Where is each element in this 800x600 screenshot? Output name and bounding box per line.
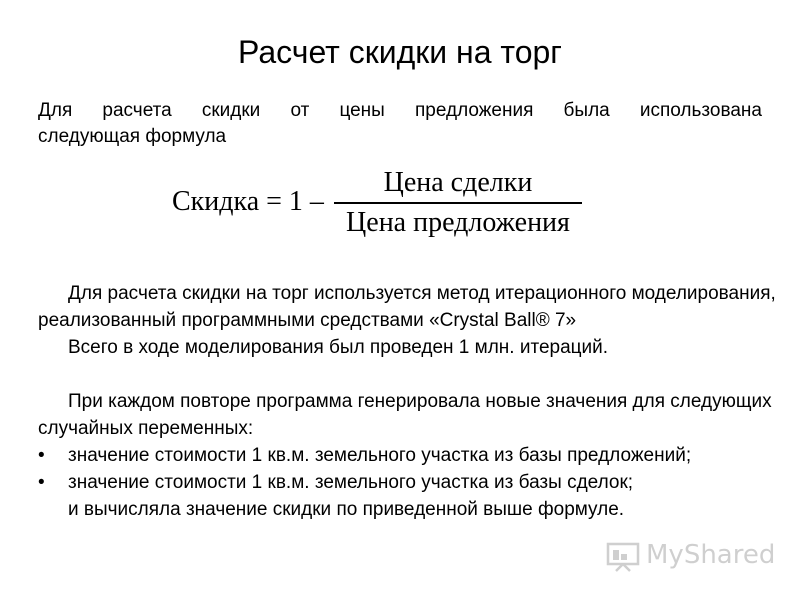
paragraph-iterations: Всего в ходе моделирования был проведен 1 млн. итераций. xyxy=(68,337,609,358)
bullet-symbol: • xyxy=(38,445,45,466)
spacer xyxy=(38,361,778,388)
list-item xyxy=(38,442,778,469)
formula-denominator: Цена предложения xyxy=(346,207,570,238)
formula-numerator: Цена сделки xyxy=(383,167,533,198)
intro-text xyxy=(38,98,762,150)
intro-line-2: следующая формула xyxy=(38,126,227,147)
body-text xyxy=(38,280,778,523)
formula-lhs: Скидка = 1 – xyxy=(172,186,324,217)
watermark-text: MyShared xyxy=(646,540,776,570)
paragraph-method: Для расчета скидки на торг используется метод итерационного моделирования, реализованный программными средствами «Crystal Ball® 7» xyxy=(38,283,776,331)
slide-title: Расчет скидки на торг xyxy=(238,34,562,70)
intro-line-1: Для расчета скидки от цены предложения была использована xyxy=(38,100,762,121)
watermark xyxy=(606,536,776,576)
fraction-bar xyxy=(334,202,582,204)
paragraph-conclusion: и вычисляла значение скидки по приведенной выше формуле. xyxy=(68,499,625,520)
paragraph-variables: При каждом повторе программа генерировала новые значения для следующих случайных переменных: xyxy=(38,391,772,439)
list-item xyxy=(38,469,778,496)
formula-fraction xyxy=(334,166,582,240)
bullet-symbol: • xyxy=(38,472,45,493)
presentation-board-icon xyxy=(606,542,640,572)
bullet-text: значение стоимости 1 кв.м. земельного участка из базы предложений; xyxy=(68,445,692,466)
bullet-text: значение стоимости 1 кв.м. земельного участка из базы сделок; xyxy=(68,472,634,493)
